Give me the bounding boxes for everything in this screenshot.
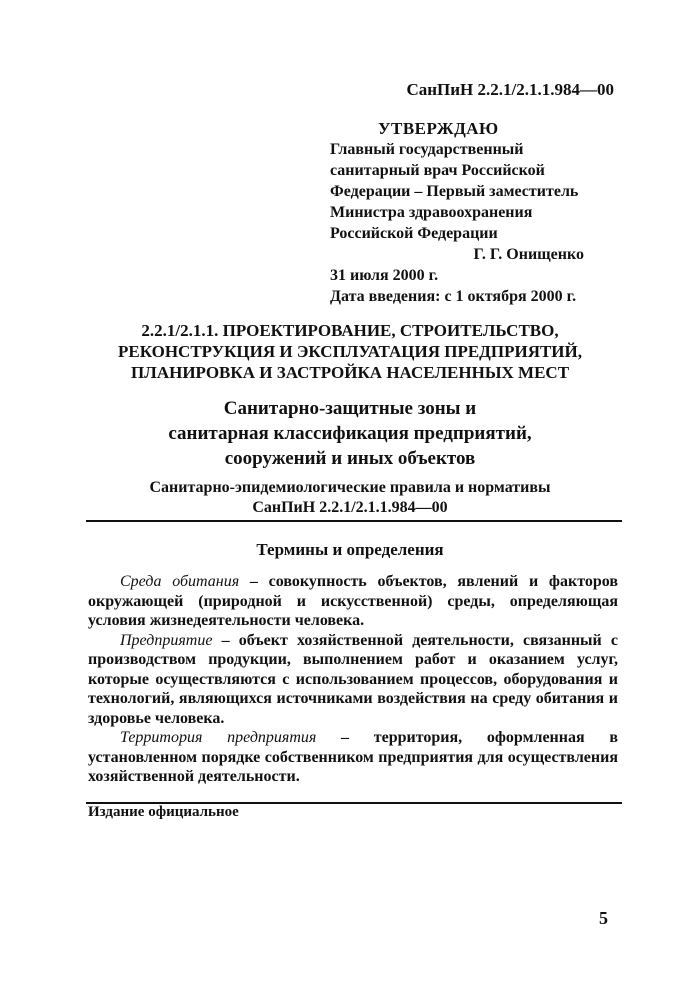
approval-line: Федерации – Первый заместитель	[330, 183, 579, 200]
term-paragraph	[88, 572, 618, 631]
term-paragraph	[88, 728, 618, 787]
approval-line: Министра здравоохранения	[330, 204, 533, 221]
document-code: СанПиН 2.2.1/2.1.1.984—00	[406, 80, 614, 99]
document-title	[80, 396, 620, 471]
document-title-line: Санитарно-защитные зоны и	[223, 398, 477, 419]
approval-line: Главный государственный	[330, 141, 524, 158]
effective-date: Дата введения: с 1 октября 2000 г.	[330, 288, 577, 305]
terms-heading: Термины и определения	[256, 540, 444, 559]
term-name: Среда обитания	[120, 573, 240, 590]
section-title	[80, 320, 620, 383]
approval-heading: УТВЕРЖДАЮ	[378, 119, 499, 138]
document-subtitle	[80, 478, 620, 518]
edition-note: Издание официальное	[88, 804, 239, 820]
page-number: 5	[599, 908, 608, 928]
terms-list	[88, 572, 618, 787]
term-definition: – объект хозяйственной деятельности, связанный с производством продукции, выполнением работ и оказанием услуг, которые осуществляются с использованием процессов, оборудования и технологий, являющихся источниками воздействия на среду обитания и здоровье человека.	[88, 631, 618, 727]
term-paragraph	[88, 631, 618, 729]
approval-block	[330, 118, 620, 307]
document-title-line: санитарная классификация предприятий,	[168, 423, 532, 444]
term-definition: – территория, оформленная в установленном порядке собственником предприятия для осуществления хозяйственной деятельности.	[88, 729, 618, 785]
subtitle-code: СанПиН 2.2.1/2.1.1.984—00	[252, 499, 448, 516]
approval-date: 31 июля 2000 г.	[330, 267, 439, 284]
term-name: Территория предприятия	[120, 729, 317, 746]
term-definition: – совокупность объектов, явлений и факторов окружающей (природной и искусственной) среды, определяющая условия жизнедеятельности человека.	[88, 573, 619, 629]
document-title-line: сооружений и иных объектов	[224, 448, 476, 469]
section-title-line: РЕКОНСТРУКЦИЯ И ЭКСПЛУАТАЦИЯ ПРЕДПРИЯТИЙ,	[117, 342, 583, 361]
subtitle-line: Санитарно-эпидемиологические правила и нормативы	[149, 479, 551, 496]
divider-line	[86, 520, 622, 522]
term-name: Предприятие	[120, 631, 213, 649]
approval-line: санитарный врач Российской	[330, 162, 545, 179]
section-title-line: ПЛАНИРОВКА И ЗАСТРОЙКА НАСЕЛЕННЫХ МЕСТ	[130, 363, 570, 382]
approval-signer: Г. Г. Онищенко	[473, 246, 584, 263]
section-title-line: 2.2.1/2.1.1. ПРОЕКТИРОВАНИЕ, СТРОИТЕЛЬСТВО,	[141, 321, 559, 340]
approval-line: Российской Федерации	[330, 225, 498, 242]
